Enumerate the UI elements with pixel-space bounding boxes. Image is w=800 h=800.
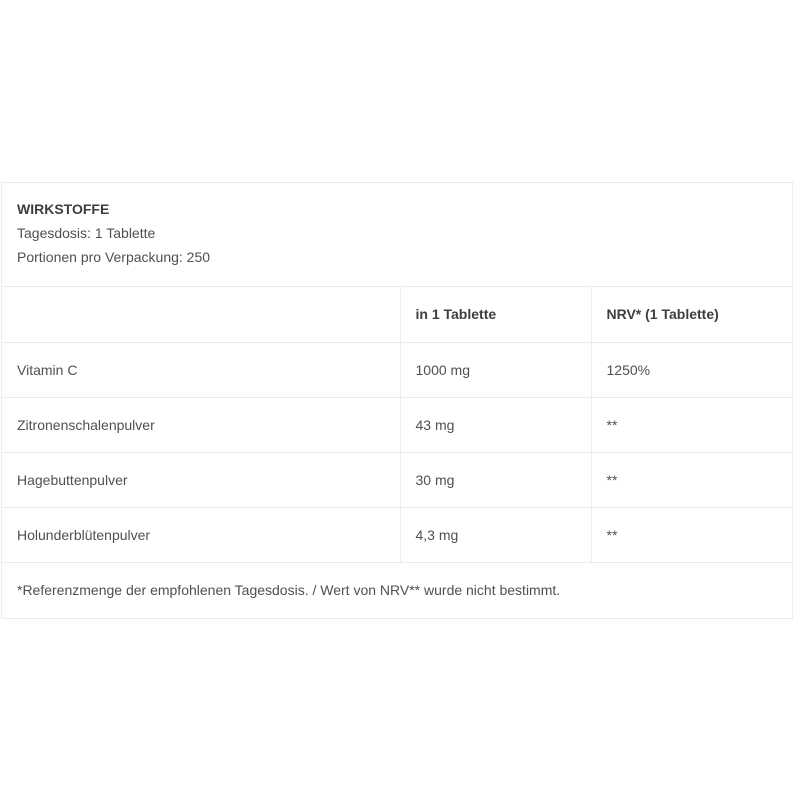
footnote: *Referenzmenge der empfohlenen Tagesdosis. / Wert von NRV** wurde nicht bestimmt.: [17, 582, 561, 598]
ingredient-name: Zitronenschalenpulver: [2, 397, 400, 452]
ingredient-amount: 4,3 mg: [400, 507, 591, 562]
ingredient-amount: 1000 mg: [400, 342, 591, 397]
table-row: [2, 452, 792, 507]
ingredient-nrv: **: [591, 397, 792, 452]
table-header-row: [2, 287, 792, 342]
daily-dose-text: Tagesdosis: 1 Tablette: [17, 225, 156, 241]
ingredient-nrv: **: [591, 452, 792, 507]
ingredient-name: Holunderblütenpulver: [2, 507, 400, 562]
ingredients-intro: [2, 183, 792, 287]
table-row: [2, 342, 792, 397]
section-title: WIRKSTOFFE: [17, 201, 110, 217]
header-amount: in 1 Tablette: [400, 287, 591, 342]
table-row: [2, 507, 792, 562]
ingredient-nrv: **: [591, 507, 792, 562]
ingredient-nrv: 1250%: [591, 342, 792, 397]
servings-text: Portionen pro Verpackung: 250: [17, 249, 211, 265]
ingredient-name: Hagebuttenpulver: [2, 452, 400, 507]
header-ingredient: [2, 287, 400, 342]
ingredient-amount: 43 mg: [400, 397, 591, 452]
ingredient-name: Vitamin C: [2, 342, 400, 397]
ingredients-table: [2, 287, 792, 563]
ingredient-amount: 30 mg: [400, 452, 591, 507]
header-nrv: NRV* (1 Tablette): [591, 287, 792, 342]
ingredients-panel: [1, 182, 793, 619]
table-row: [2, 397, 792, 452]
